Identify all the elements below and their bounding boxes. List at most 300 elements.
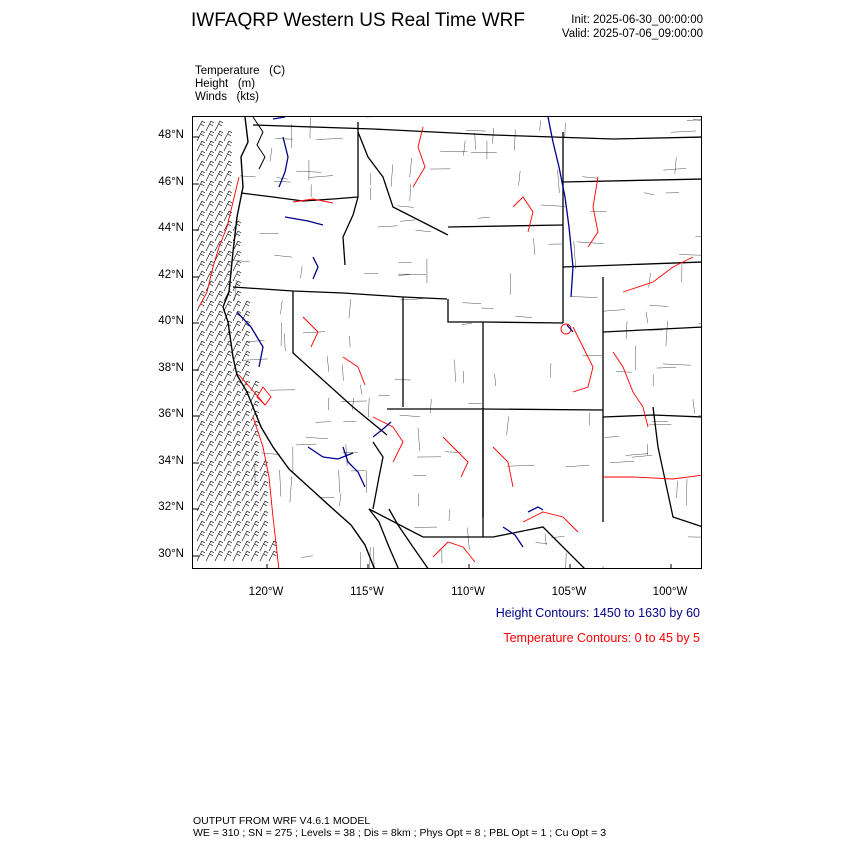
wind-barb <box>197 291 205 301</box>
wind-barb <box>224 411 232 421</box>
county-line <box>492 128 493 144</box>
wind-barb <box>233 251 241 261</box>
wind-barb <box>224 511 232 521</box>
wind-barb <box>242 361 250 371</box>
wind-barb <box>233 341 241 351</box>
wind-barb <box>215 331 223 341</box>
wind-barb <box>206 121 214 131</box>
wind-barb <box>206 171 214 181</box>
wind-barb <box>251 531 259 541</box>
field-legend <box>195 65 285 104</box>
wind-barb <box>197 121 205 131</box>
wind-barb <box>206 241 214 251</box>
wind-barb <box>206 321 214 331</box>
county-line <box>649 305 668 306</box>
wind-barb <box>224 471 232 481</box>
footer-params-line: WE = 310 ; SN = 275 ; Levels = 38 ; Dis = 8km ; Phys Opt = 8 ; PBL Opt = 1 ; Cu Opt = 3 <box>193 827 607 839</box>
county-line <box>462 323 472 325</box>
county-line <box>463 141 465 156</box>
county-line <box>247 340 265 342</box>
wind-barb <box>197 331 205 341</box>
wind-barb <box>215 341 223 351</box>
wind-barb <box>224 391 232 401</box>
wind-barb <box>206 421 214 431</box>
county-line <box>339 470 340 492</box>
wind-barb <box>260 511 268 521</box>
wind-barb <box>206 331 214 341</box>
map-canvas <box>193 117 702 569</box>
wind-barb <box>242 401 250 411</box>
wind-barb <box>215 301 223 311</box>
wind-barb <box>215 551 223 561</box>
wind-barb <box>206 431 214 441</box>
county-line <box>648 424 671 425</box>
wind-barb <box>215 131 223 141</box>
wind-barb <box>197 241 205 251</box>
wind-barb <box>260 521 268 531</box>
county-line <box>301 266 303 278</box>
wind-barb <box>206 391 214 401</box>
county-line <box>616 371 631 372</box>
county-line <box>342 365 343 381</box>
wind-barb <box>224 531 232 541</box>
county-line <box>466 130 486 131</box>
county-line <box>430 399 431 414</box>
wind-barb <box>260 481 268 491</box>
wind-barb <box>215 521 223 531</box>
county-line <box>566 553 567 569</box>
wind-barb <box>197 211 205 221</box>
lat-label-38: 38°N <box>158 362 184 374</box>
lat-label-44: 44°N <box>158 222 184 234</box>
wind-barb <box>224 541 232 551</box>
county-line <box>327 356 329 372</box>
wind-barb <box>215 411 223 421</box>
wind-barb <box>260 551 268 561</box>
county-line <box>603 310 626 312</box>
wind-barb <box>242 441 250 451</box>
wind-barb <box>215 281 223 291</box>
wind-barb <box>197 421 205 431</box>
wind-barb <box>224 131 232 141</box>
field-winds: Winds (kts) <box>195 91 259 103</box>
wind-barb <box>233 471 241 481</box>
wind-barb <box>197 261 205 271</box>
county-line <box>270 148 272 161</box>
field-temperature: Temperature (C) <box>195 65 286 77</box>
wind-barb <box>197 271 205 281</box>
wind-barb <box>215 171 223 181</box>
wind-barb <box>233 501 241 511</box>
field-height: Height (m) <box>195 78 256 90</box>
wind-barb <box>197 171 205 181</box>
county-line <box>507 465 534 466</box>
temperature-contour-note: Temperature Contours: 0 to 45 by 5 <box>503 631 700 645</box>
county-line <box>481 308 493 309</box>
wind-barb <box>206 521 214 531</box>
county-lines <box>234 117 702 569</box>
wind-barb <box>197 371 205 381</box>
wind-barb <box>197 181 205 191</box>
wind-barb <box>224 461 232 471</box>
wind-barb <box>242 491 250 501</box>
wind-barb <box>242 541 250 551</box>
wind-barb <box>206 131 214 141</box>
county-line <box>349 299 351 318</box>
wind-barb <box>197 351 205 361</box>
wind-barb <box>206 351 214 361</box>
county-line <box>315 422 330 423</box>
wind-barb <box>215 181 223 191</box>
wind-barb <box>260 541 268 551</box>
wind-barb <box>197 511 205 521</box>
wind-barb <box>224 441 232 451</box>
county-line <box>339 493 341 506</box>
county-line <box>646 312 648 323</box>
wind-barb <box>215 161 223 171</box>
wind-barb <box>197 191 205 201</box>
wind-barb <box>251 551 259 561</box>
valid-time: Valid: 2025-07-06_09:00:00 <box>561 28 703 40</box>
wind-barb <box>233 301 241 311</box>
wind-barb <box>233 261 241 271</box>
wind-barb <box>206 451 214 461</box>
wind-barb <box>242 521 250 531</box>
county-line <box>415 230 431 232</box>
wind-barb <box>206 251 214 261</box>
wind-barb <box>224 151 232 161</box>
lon-label-105: 105°W <box>551 586 587 598</box>
wind-barb <box>215 431 223 441</box>
wind-barb <box>233 331 241 341</box>
wind-barb <box>215 421 223 431</box>
wind-barb <box>242 341 250 351</box>
county-line <box>398 206 414 208</box>
wind-barb <box>233 321 241 331</box>
county-line <box>558 170 560 193</box>
lat-label-34: 34°N <box>158 455 184 467</box>
wind-barb <box>197 481 205 491</box>
county-line <box>626 321 627 339</box>
wind-barb <box>197 471 205 481</box>
county-line <box>280 470 281 497</box>
lat-label-40: 40°N <box>158 315 184 327</box>
wind-barb <box>251 521 259 531</box>
lat-label-48: 48°N <box>158 129 184 141</box>
wind-barb <box>206 361 214 371</box>
wind-barb <box>215 361 223 371</box>
wind-barb <box>197 131 205 141</box>
county-line <box>676 481 677 498</box>
wind-barb <box>197 431 205 441</box>
lat-label-46: 46°N <box>158 176 184 188</box>
county-line <box>398 275 409 276</box>
wind-barb <box>197 341 205 351</box>
wind-barb <box>215 511 223 521</box>
wind-barb <box>251 501 259 511</box>
init-time: Init: 2025-06-30_00:00:00 <box>571 14 703 26</box>
county-line <box>284 334 285 351</box>
wind-barb <box>197 541 205 551</box>
wind-barb <box>206 441 214 451</box>
wind-barb <box>215 151 223 161</box>
county-line <box>572 297 598 298</box>
wind-barb <box>206 501 214 511</box>
wind-barb <box>242 551 250 561</box>
wind-barb <box>215 371 223 381</box>
wind-barb <box>206 181 214 191</box>
wind-barb <box>197 231 205 241</box>
wind-barb <box>233 461 241 471</box>
wind-barb <box>215 271 223 281</box>
county-line <box>699 414 702 415</box>
county-line <box>410 158 412 177</box>
county-line <box>649 273 651 287</box>
wind-barb <box>242 431 250 441</box>
county-line <box>632 455 652 457</box>
county-line <box>352 398 353 411</box>
county-line <box>644 193 654 195</box>
county-line <box>533 238 535 254</box>
baja-coast <box>369 509 429 569</box>
county-line <box>582 177 597 178</box>
wind-barb <box>215 291 223 301</box>
wind-barb <box>224 481 232 491</box>
wind-barb <box>233 491 241 501</box>
wind-barb <box>224 361 232 371</box>
county-line <box>515 316 532 318</box>
wind-barb <box>215 501 223 511</box>
wind-barb <box>224 241 232 251</box>
wind-barb <box>206 151 214 161</box>
wind-barb <box>197 451 205 461</box>
wind-barb <box>215 391 223 401</box>
wind-barb <box>242 451 250 461</box>
wind-barb <box>215 351 223 361</box>
wind-barb <box>224 171 232 181</box>
wind-barb <box>206 401 214 411</box>
height-contour-note: Height Contours: 1450 to 1630 by 60 <box>495 606 700 620</box>
county-line <box>370 188 371 201</box>
county-line <box>467 528 469 550</box>
wind-barb <box>224 351 232 361</box>
wind-barb <box>242 511 250 521</box>
wind-barb <box>233 381 241 391</box>
wind-barb <box>224 281 232 291</box>
wind-barb <box>206 471 214 481</box>
wind-barb <box>206 531 214 541</box>
county-line <box>566 465 589 466</box>
wind-barb <box>224 431 232 441</box>
county-line <box>663 364 691 365</box>
wind-barb <box>251 511 259 521</box>
wind-barb <box>233 441 241 451</box>
wind-barb <box>242 471 250 481</box>
wind-barb <box>206 311 214 321</box>
county-line <box>695 236 702 237</box>
county-line <box>540 120 541 130</box>
county-line <box>675 157 676 173</box>
wind-barb <box>242 331 250 341</box>
county-line <box>574 241 576 269</box>
county-line <box>296 444 317 445</box>
height-contours <box>237 117 573 547</box>
county-line <box>243 359 268 360</box>
county-line <box>378 226 397 227</box>
lat-label-30: 30°N <box>158 548 184 560</box>
county-line <box>391 164 393 186</box>
wind-barb <box>215 211 223 221</box>
wind-barb <box>197 281 205 291</box>
wind-barb <box>242 501 250 511</box>
wind-barb <box>197 251 205 261</box>
wind-barb <box>215 201 223 211</box>
map-title: IWFAQRP Western US Real Time WRF <box>191 10 525 31</box>
wind-barb <box>251 541 259 551</box>
lon-label-115: 115°W <box>350 586 384 598</box>
lat-label-32: 32°N <box>158 501 184 513</box>
wind-barb <box>224 551 232 561</box>
wind-barb <box>197 391 205 401</box>
wind-barb <box>233 481 241 491</box>
county-line <box>671 131 696 132</box>
wind-barb <box>251 491 259 501</box>
county-line <box>440 151 468 152</box>
wind-barb <box>233 291 241 301</box>
county-line <box>478 217 490 218</box>
county-line <box>410 184 411 200</box>
wind-barb <box>260 491 268 501</box>
wind-barb <box>206 161 214 171</box>
county-line <box>290 476 292 502</box>
wind-barb <box>206 301 214 311</box>
wind-barb <box>197 441 205 451</box>
wind-barb <box>260 501 268 511</box>
county-line <box>360 385 362 395</box>
county-line <box>693 399 695 413</box>
wind-barb <box>242 301 250 311</box>
wind-barb <box>206 381 214 391</box>
wind-barb <box>224 251 232 261</box>
county-line <box>296 171 321 172</box>
wind-barb <box>224 491 232 501</box>
wind-barb <box>206 341 214 351</box>
wind-barb <box>233 451 241 461</box>
wind-barb <box>206 141 214 151</box>
wind-barb <box>197 161 205 171</box>
county-line <box>657 367 676 368</box>
county-line <box>535 542 547 543</box>
wind-barb <box>233 551 241 561</box>
wind-barb <box>197 521 205 531</box>
lon-label-100: 100°W <box>652 586 688 598</box>
county-line <box>401 299 423 300</box>
wind-barb <box>206 511 214 521</box>
wind-barb <box>233 271 241 281</box>
wind-barb <box>197 491 205 501</box>
county-line <box>301 556 312 558</box>
wind-barb <box>206 461 214 471</box>
county-line <box>610 461 634 463</box>
county-line <box>507 416 509 435</box>
wind-barb <box>197 201 205 211</box>
wind-barb <box>215 221 223 231</box>
temperature-contours <box>199 127 702 569</box>
county-line <box>280 300 282 314</box>
county-line <box>306 437 329 438</box>
wind-barb <box>215 531 223 541</box>
county-line <box>565 123 566 137</box>
wind-barb <box>215 121 223 131</box>
wind-barb <box>215 481 223 491</box>
wind-barb <box>215 451 223 461</box>
wind-barb <box>224 451 232 461</box>
wind-barb <box>206 371 214 381</box>
wind-barb <box>215 321 223 331</box>
wind-barb <box>224 371 232 381</box>
wind-barb <box>215 401 223 411</box>
county-line <box>688 537 702 538</box>
county-line <box>514 130 515 151</box>
county-line <box>400 220 415 221</box>
county-line <box>604 436 619 437</box>
wind-barb <box>215 381 223 391</box>
wind-barb <box>242 411 250 421</box>
wind-barb <box>224 161 232 171</box>
wind-barb <box>233 401 241 411</box>
run-times <box>562 13 703 41</box>
wind-barb <box>215 491 223 501</box>
wind-barb <box>224 381 232 391</box>
wind-barb <box>224 421 232 431</box>
county-line <box>475 133 476 150</box>
wind-barb <box>233 281 241 291</box>
county-line <box>541 205 565 206</box>
wind-barb <box>233 521 241 531</box>
county-line <box>274 181 291 182</box>
wind-barb <box>206 541 214 551</box>
county-line <box>308 176 333 178</box>
county-line <box>663 168 686 170</box>
model-footer <box>193 815 606 839</box>
wind-barb <box>269 551 277 561</box>
state-boundaries <box>233 122 702 569</box>
wind-barb <box>215 191 223 201</box>
county-line <box>495 374 496 386</box>
wind-barb <box>251 441 259 451</box>
county-line <box>545 533 546 545</box>
county-line <box>274 255 292 257</box>
wind-barb <box>224 191 232 201</box>
lat-label-36: 36°N <box>158 408 184 420</box>
wind-barb <box>215 261 223 271</box>
county-line <box>350 336 351 347</box>
county-line <box>234 260 250 262</box>
wind-barb <box>242 481 250 491</box>
wind-barb <box>242 421 250 431</box>
wind-barb <box>197 151 205 161</box>
wind-barb <box>197 401 205 411</box>
wind-barb <box>206 201 214 211</box>
county-line <box>418 428 420 451</box>
wind-barb <box>206 551 214 561</box>
wind-barb <box>242 531 250 541</box>
county-line <box>303 332 325 333</box>
lon-label-110: 110°W <box>451 586 485 598</box>
wind-barb <box>206 481 214 491</box>
wind-barb <box>224 141 232 151</box>
lat-label-42: 42°N <box>158 269 184 281</box>
